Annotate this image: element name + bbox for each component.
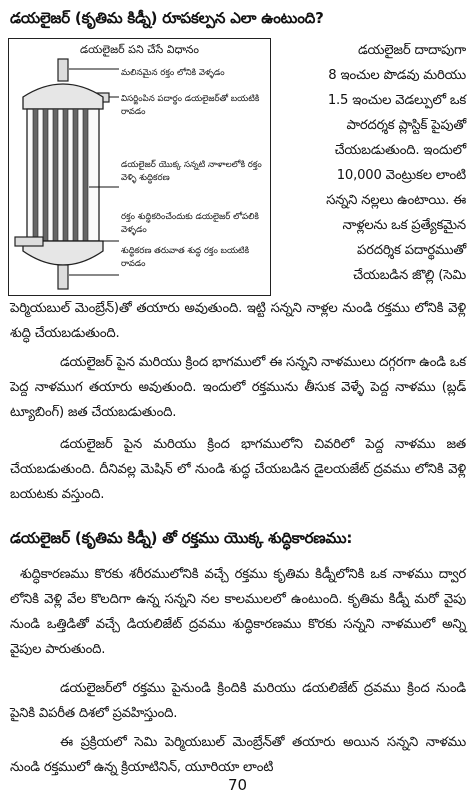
side-line: పరదర్శిక పదార్థముతో bbox=[356, 243, 466, 258]
side-line: డయలైజర్ దాదాపుగా bbox=[357, 43, 466, 58]
diagram-label-impure-blood-in: మలినమైన రక్తం లోనికి వెళ్ళడం bbox=[121, 68, 225, 78]
dialyzer-diagram bbox=[8, 38, 271, 296]
side-line: చేయబడుతుంది. ఇందులో bbox=[334, 143, 466, 158]
side-line: చేయబడిన జొల్లి (సెమి bbox=[353, 268, 466, 283]
side-line: పారదర్శక ప్లాస్టిక్ పైపుతో bbox=[346, 118, 466, 133]
side-line: నాళ్లలను ఒక ప్రత్యేకమైన bbox=[342, 218, 466, 233]
side-column-text bbox=[278, 38, 466, 288]
paragraph-semi-permeable: ఈ ప్రక్రియలో సెమి పెర్మియబుల్ మెంబ్రేన్‌తో తయారు అయిన సన్నని నాళము నుండి రక్తములో ఉన్న క్రియాటినిన్, యూరియా లాంటి bbox=[10, 735, 466, 775]
paragraph-membrane: పెర్మియబుల్ మెంబ్రేన్)తో తయారు అవుతుంది. ఇట్టి సన్నని నాళ్లల నుండి రక్తము లోనికి వెళ్లి శుద్ధి చేయబడుతుంది. bbox=[10, 301, 466, 341]
page-number: 70 bbox=[227, 776, 248, 794]
paragraph-purification-process: శుద్ధికారణము కొరకు శరీరములోనికి వచ్చే రక్తము కృతిమ కిడ్నీలోనికి ఒక నాళము ద్వార లోనికి వెళ్లి వేల కొలదిగా ఉన్న సన్నని నల కాలములలో ఉంటుంది. కృతిమ కిడ్నీ మరో వైపు నుండి ఒత్తిడితో వచ్చే డియలిజేట్ ద్రవము శుద్ధికారణము కొరకు సన్నని నాళములో అన్ని వైపుల పారుతుంది. bbox=[10, 567, 466, 657]
paragraph-counter-flow: డయలైజర్‌లో రక్తము పైనుండి క్రిందికి మరియు డయలిజేట్ ద్రవము క్రింద నుండి పైనికి విపరీత దిశలో ప్రవహిస్తుంది. bbox=[10, 681, 466, 721]
paragraph-dialysate-connection: డయలైజర్ పైన మరియు క్రింద భాగములోని చివరిలో పెద్ద నాళము జత చేయబడుతుంది. దీనివల్ల మెషిన్ లో నుండి శుద్ధ చేయబడిన డైలయజేట్ ద్రవము లోనికి వెళ్లి బయటకు వస్తుంది. bbox=[10, 437, 466, 502]
side-line: సన్నని నల్లలు ఉంటాయి. ఈ bbox=[326, 193, 466, 208]
diagram-label-pure-blood-out: శుద్ధికరణ తరువాత శుద్ధ రక్తం బయటికి రావడం bbox=[121, 246, 250, 269]
dialyzer-illustration bbox=[9, 57, 119, 293]
side-line: 8 ఇంచుల పొడవు మరియు bbox=[328, 68, 466, 83]
paragraph-tubes: డయలైజర్ పైన మరియు క్రింద భాగములో ఈ సన్నని నాళములు దగ్గరగా ఉండి ఒక పెద్ద నాళముగ తయారు అవుతుంది. ఇందులో రక్తమును తీసుక వెళ్ళే పెద్ద నాళము (బ్లడ్ ట్యూబింగ్) జత చేయబడుతుంది. bbox=[10, 355, 466, 420]
diagram-label-filtration: డయలైజర్ యొక్క సన్నటి నాళాలలోకి రక్తం వెళ్ళి శుద్ధికరణ bbox=[121, 160, 262, 183]
section-heading-dialyzer-design: డయలైజర్ (కృతిమ కిడ్నీ) రూపకల్పన ఎలా ఉంటుంది? bbox=[10, 9, 324, 27]
diagram-label-waste-out: విసర్జింపిన పదార్థం డయలైజర్‌తో బయటికి రావడం bbox=[121, 94, 260, 117]
diagram-label-dialysate-in: రక్తం శుద్ధికరించేందుకు డయలైజర్ లోపలికి వెళ్ళడం bbox=[121, 212, 259, 235]
section-heading-blood-purification: డయలైజర్ (కృతిమ కిడ్నీ) తో రక్తము యొక్క శుద్ధికారణము: bbox=[10, 529, 353, 547]
side-line: 1.5 ఇంచుల వెడల్పులో ఒక bbox=[327, 93, 466, 108]
side-line: 10,000 వెంట్రుకల లాంటి bbox=[336, 168, 466, 183]
diagram-caption: డయలైజర్ పని చేసే విధానం bbox=[80, 43, 199, 56]
